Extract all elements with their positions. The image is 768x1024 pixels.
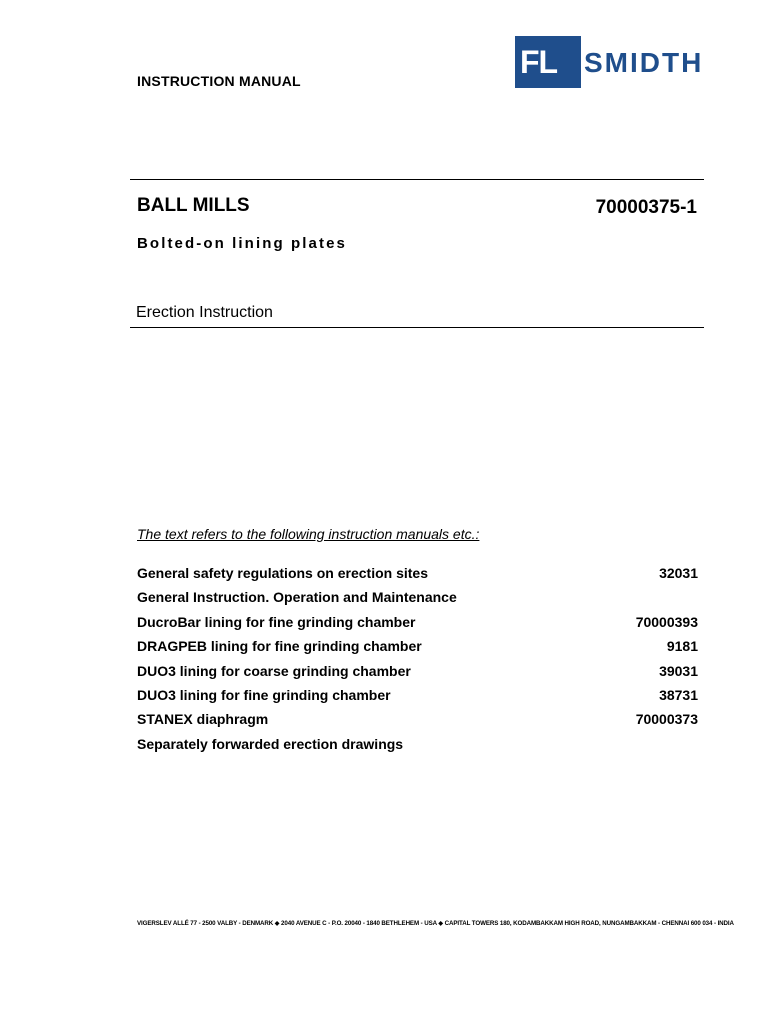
reference-number: 9181 xyxy=(666,638,698,655)
reference-label: Separately forwarded erection drawings xyxy=(137,735,404,752)
reference-label: General Instruction. Operation and Maintenance xyxy=(137,589,457,606)
reference-row xyxy=(137,711,698,735)
reference-label: DUO3 lining for coarse grinding chamber xyxy=(137,662,411,679)
reference-number: 38731 xyxy=(659,686,698,703)
document-title: BALL MILLS xyxy=(137,195,250,216)
logo-mark: FL xyxy=(515,36,581,88)
bottom-divider xyxy=(130,327,704,328)
reference-row xyxy=(137,736,698,760)
footer-addresses: VIGERSLEV ALLÉ 77 - 2500 VALBY - DENMARK ◆ 2040 AVENUE C - P.O. 20040 - 1840 BETHLEHEM - USA ◆ CAPITAL TOWERS 180, KODAMBAKKAM HIGH ROAD, NUNGAMBAKKAM - CHENNAI 600 034 - INDIA xyxy=(137,920,734,927)
reference-row xyxy=(137,589,698,613)
reference-row xyxy=(137,687,698,711)
reference-label: General safety regulations on erection sites xyxy=(137,565,428,581)
document-type: INSTRUCTION MANUAL xyxy=(137,73,301,89)
logo-wordmark: SMIDTH xyxy=(584,46,704,78)
document-subtitle: Bolted-on lining plates xyxy=(137,235,347,252)
references-intro: The text refers to the following instruction manuals etc.: xyxy=(137,526,480,542)
reference-label: DucroBar lining for fine grinding chamber xyxy=(137,613,416,630)
section-name: Erection Instruction xyxy=(136,304,273,321)
reference-list xyxy=(137,565,698,760)
top-divider xyxy=(130,179,704,180)
reference-label: STANEX diaphragm xyxy=(137,711,269,728)
reference-row xyxy=(137,663,698,687)
company-logo xyxy=(515,36,703,88)
reference-number: 70000393 xyxy=(635,613,698,630)
reference-number: 39031 xyxy=(659,662,698,679)
reference-row xyxy=(137,565,698,589)
document-number: 70000375-1 xyxy=(595,197,697,218)
reference-number: 32031 xyxy=(659,565,698,581)
reference-label: DUO3 lining for fine grinding chamber xyxy=(137,686,391,703)
reference-row xyxy=(137,638,698,662)
reference-label: DRAGPEB lining for fine grinding chamber xyxy=(137,638,422,655)
reference-number: 70000373 xyxy=(635,711,698,728)
reference-row xyxy=(137,614,698,638)
